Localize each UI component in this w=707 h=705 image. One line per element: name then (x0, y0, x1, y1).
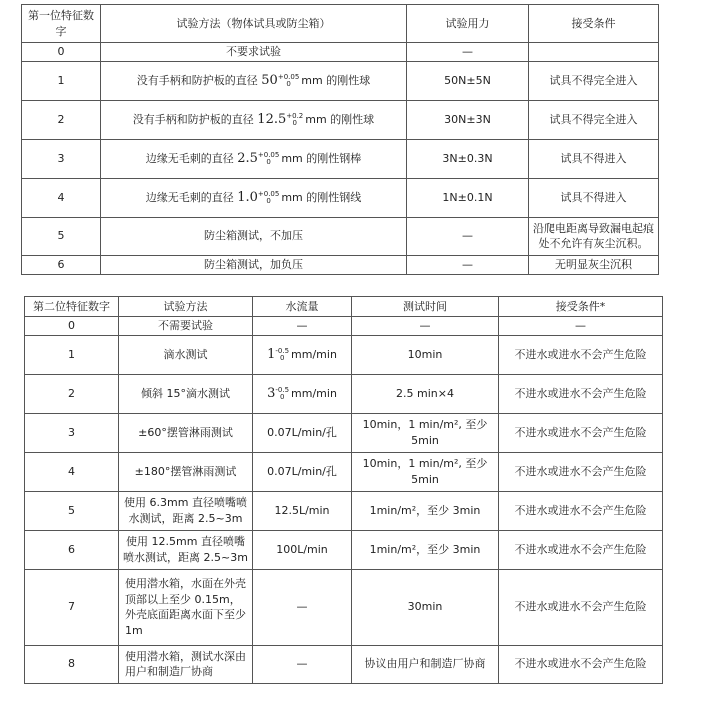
digit-cell: 1 (25, 335, 119, 374)
force-cell: 50N±5N (407, 61, 529, 100)
digit-cell: 5 (25, 491, 119, 530)
condition-cell: 不进水或进水不会产生危险 (499, 413, 663, 452)
method-cell: 边缘无毛刺的直径 2.5 +0.05 0 mm 的刚性钢棒 (101, 139, 407, 178)
header-test-force: 试验用力 (407, 5, 529, 43)
table-row (25, 530, 663, 569)
digit-cell: 1 (22, 61, 101, 100)
table-row (22, 217, 659, 255)
method-cell: 使用潜水箱，水面在外壳顶部以上至少 0.15m，外壳底面距离水面下至少 1m (119, 569, 253, 645)
force-cell: 30N±3N (407, 100, 529, 139)
method-cell: 没有手柄和防护板的直径 12.5 +0.2 0 mm 的刚性球 (101, 100, 407, 139)
method-cell: ±180°摆管淋雨测试 (119, 452, 253, 491)
flow-cell: 0.07L/min/孔 (253, 413, 352, 452)
condition-cell: 不进水或进水不会产生危险 (499, 569, 663, 645)
time-cell: 1min/m²，至少 3min (352, 530, 499, 569)
digit-cell: 5 (22, 217, 101, 255)
dust-protection-table (21, 4, 659, 275)
table-row (22, 178, 659, 217)
force-cell: 1N±0.1N (407, 178, 529, 217)
table-row (25, 569, 663, 645)
table-row (22, 255, 659, 274)
table-row (22, 61, 659, 100)
flow-cell: 0.07L/min/孔 (253, 452, 352, 491)
method-cell: 没有手柄和防护板的直径 50 +0.05 0 mm 的刚性球 (101, 61, 407, 100)
method-cell: 不需要试验 (119, 317, 253, 336)
digit-cell: 3 (25, 413, 119, 452)
time-cell: 10min (352, 335, 499, 374)
condition-cell: 无明显灰尘沉积 (529, 255, 659, 274)
time-cell: 30min (352, 569, 499, 645)
condition-cell: 沿爬电距离导致漏电起痕处不允许有灰尘沉积。 (529, 217, 659, 255)
table-row (25, 317, 663, 336)
digit-cell: 3 (22, 139, 101, 178)
table-header-row (22, 5, 659, 43)
digit-cell: 7 (25, 569, 119, 645)
condition-cell: 试具不得完全进入 (529, 100, 659, 139)
flow-cell: 12.5L/min (253, 491, 352, 530)
time-cell: 10min，1 min/m², 至少 5min (352, 452, 499, 491)
condition-cell: 不进水或进水不会产生危险 (499, 530, 663, 569)
condition-cell: 不进水或进水不会产生危险 (499, 491, 663, 530)
flow-cell: 1 -0.5 0 mm/min (253, 335, 352, 374)
condition-cell: 试具不得进入 (529, 139, 659, 178)
table-row (25, 335, 663, 374)
time-cell: — (352, 317, 499, 336)
digit-cell: 4 (25, 452, 119, 491)
digit-cell: 0 (22, 43, 101, 62)
method-cell: 防尘箱测试，不加压 (101, 217, 407, 255)
water-protection-table (24, 296, 663, 684)
table-row (25, 491, 663, 530)
method-cell: 防尘箱测试，加负压 (101, 255, 407, 274)
condition-cell: — (499, 317, 663, 336)
flow-cell: 100L/min (253, 530, 352, 569)
table-row (25, 645, 663, 683)
table-row (22, 43, 659, 62)
method-cell: 滴水测试 (119, 335, 253, 374)
digit-cell: 2 (22, 100, 101, 139)
method-cell: ±60°摆管淋雨测试 (119, 413, 253, 452)
condition-cell: 不进水或进水不会产生危险 (499, 335, 663, 374)
digit-cell: 2 (25, 374, 119, 413)
method-cell: 边缘无毛刺的直径 1.0 +0.05 0 mm 的刚性钢线 (101, 178, 407, 217)
condition-cell: 试具不得进入 (529, 178, 659, 217)
condition-cell: 不进水或进水不会产生危险 (499, 374, 663, 413)
flow-cell: — (253, 645, 352, 683)
header-water-flow: 水流量 (253, 297, 352, 317)
header-second-digit: 第二位特征数字 (25, 297, 119, 317)
digit-cell: 8 (25, 645, 119, 683)
header-test-time: 测试时间 (352, 297, 499, 317)
method-cell: 使用 12.5mm 直径喷嘴喷水测试，距离 2.5~3m (119, 530, 253, 569)
condition-cell: 不进水或进水不会产生危险 (499, 645, 663, 683)
header-test-method: 试验方法 (119, 297, 253, 317)
method-cell: 不要求试验 (101, 43, 407, 62)
header-first-digit: 第一位特征数字 (22, 5, 101, 43)
table-row (22, 100, 659, 139)
table-row (25, 452, 663, 491)
header-test-method: 试验方法（物体试具或防尘箱） (101, 5, 407, 43)
condition-cell: 不进水或进水不会产生危险 (499, 452, 663, 491)
flow-cell: — (253, 317, 352, 336)
condition-cell (529, 43, 659, 62)
digit-cell: 4 (22, 178, 101, 217)
time-cell: 1min/m²，至少 3min (352, 491, 499, 530)
method-cell: 使用 6.3mm 直径喷嘴喷水测试，距离 2.5~3m (119, 491, 253, 530)
header-acceptance: 接受条件 (529, 5, 659, 43)
flow-cell: — (253, 569, 352, 645)
digit-cell: 6 (22, 255, 101, 274)
table-row (22, 139, 659, 178)
method-cell: 使用潜水箱，测试水深由用户和制造厂协商 (119, 645, 253, 683)
condition-cell: 试具不得完全进入 (529, 61, 659, 100)
table-row (25, 413, 663, 452)
force-cell: — (407, 255, 529, 274)
force-cell: 3N±0.3N (407, 139, 529, 178)
force-cell: — (407, 43, 529, 62)
header-acceptance: 接受条件* (499, 297, 663, 317)
digit-cell: 0 (25, 317, 119, 336)
method-cell: 倾斜 15°滴水测试 (119, 374, 253, 413)
time-cell: 协议由用户和制造厂协商 (352, 645, 499, 683)
table-row (25, 374, 663, 413)
digit-cell: 6 (25, 530, 119, 569)
time-cell: 10min，1 min/m², 至少 5min (352, 413, 499, 452)
time-cell: 2.5 min×4 (352, 374, 499, 413)
flow-cell: 3 -0.5 0 mm/min (253, 374, 352, 413)
force-cell: — (407, 217, 529, 255)
table-header-row (25, 297, 663, 317)
